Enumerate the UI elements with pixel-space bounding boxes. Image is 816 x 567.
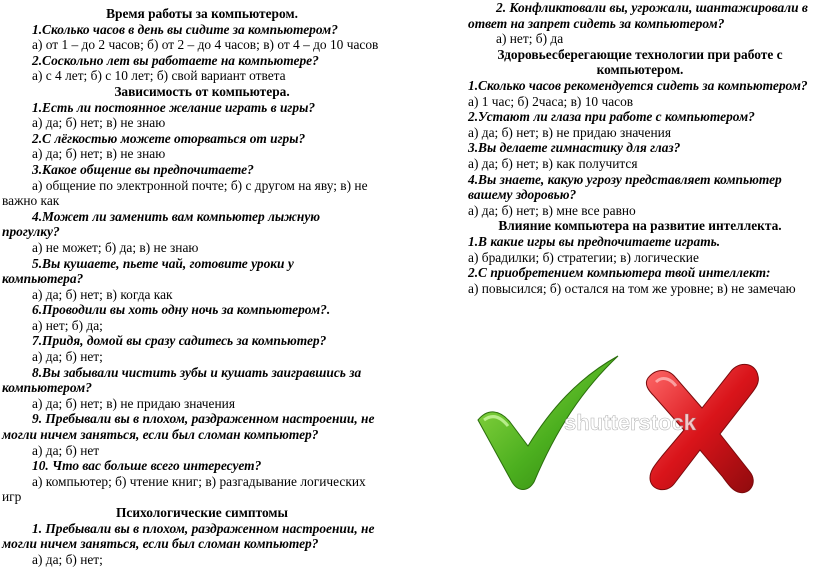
answer-continued: важно как [2, 193, 60, 209]
answer: а) повысился; б) остался на том же уровне; в) не замечаю [468, 280, 796, 296]
answer: а) брадилки; б) стратегии; в) логические [468, 249, 699, 265]
answer: а) да; б) нет; [32, 349, 103, 365]
check-cross-illustration [470, 350, 770, 500]
question: 2.Соскольно лет вы работаете на компьютере? [32, 52, 319, 68]
answer: а) да; б) нет; в) не придаю значения [32, 395, 235, 411]
question: 8.Вы забывали чистить зубы и кушать заигравшись за [32, 364, 362, 380]
question: 4.Вы знаете, какую угрозу представляет компьютер [468, 171, 782, 187]
answer: а) да; б) нет; в) мне все равно [468, 202, 636, 218]
question: 10. Что вас больше всего интересует? [32, 458, 262, 474]
answer: а) да; б) нет; в) как получится [468, 155, 638, 171]
right-column [468, 0, 812, 296]
question: 5.Вы кушаете, пьете чай, готовите уроки у [32, 255, 294, 271]
answer: а) да; б) нет; в) когда как [32, 286, 173, 302]
question: 1. Пребывали вы в плохом, раздраженном настроении, не [32, 520, 375, 536]
question: 2.Устают ли глаза при работе с компьютером? [468, 109, 755, 125]
question-continued: компьютера? [2, 271, 84, 287]
question: 3.Вы делаете гимнастику для глаз? [468, 140, 681, 156]
answer: а) да; б) нет; [32, 551, 103, 567]
question-continued: прогулку? [2, 224, 60, 240]
question-continued: вашему здоровью? [468, 187, 577, 203]
watermark-text: shutterstock [563, 410, 697, 435]
answer: а) да; б) нет; в) не знаю [32, 115, 166, 131]
answer: а) не может; б) да; в) не знаю [32, 239, 199, 255]
answer: а) компьютер; б) чтение книг; в) разгадывание логических [32, 473, 366, 489]
answer: а) с 4 лет; б) с 10 лет; б) свой вариант ответа [32, 68, 286, 84]
answer: а) нет; б) да; [32, 317, 103, 333]
question: 2.С приобретением компьютера твой интеллект: [468, 265, 771, 281]
section-title-dependency: Зависимость от компьютера. [114, 83, 290, 99]
question: 4.Может ли заменить вам компьютер лыжную [32, 208, 321, 224]
answer: а) общение по электронной почте; б) с другом на яву; в) не [32, 177, 368, 193]
question-continued: компьютером? [2, 380, 92, 396]
section-title-psychological: Психологические симптомы [115, 505, 289, 520]
question: 2. Конфликтовали вы, угрожали, шантажировали в [496, 0, 808, 15]
answer: а) да; б) нет [32, 442, 100, 458]
answer: а) да; б) нет; в) не придаю значения [468, 124, 671, 140]
section-title-work-time: Время работы за компьютером. [106, 6, 298, 21]
question-continued: могли ничем заняться, если был сломан компьютер? [2, 536, 319, 552]
question: 2.С лёгкостью можете оторваться от игры? [32, 130, 306, 146]
question: 1.Есть ли постоянное желание играть в игры? [32, 99, 316, 115]
question: 3.Какое общение вы предпочитаете? [32, 161, 254, 177]
question: 1.В какие игры вы предпочитаете играть. [468, 233, 721, 249]
question-continued: ответ на запрет сидеть за компьютером? [468, 15, 725, 31]
section-title-health: Здоровьесберегающие технологии при работе с [497, 46, 783, 62]
section-title-health-continued: компьютером. [596, 62, 684, 78]
question: 7.Придя, домой вы сразу садитесь за компьютер? [32, 333, 327, 349]
question: 6.Проводили вы хоть одну ночь за компьютером?. [32, 302, 331, 318]
answer: а) от 1 – до 2 часов; б) от 2 – до 4 часов; в) от 4 – до 10 часов [32, 37, 379, 53]
question: 1.Сколько часов рекомендуется сидеть за компьютером? [468, 77, 808, 93]
left-column [2, 0, 402, 567]
answer-continued: игр [2, 489, 22, 505]
question: 9. Пребывали вы в плохом, раздраженном настроении, не [32, 411, 375, 427]
question-continued: могли ничем заняться, если был сломан компьютер? [2, 427, 319, 443]
section-title-intellect: Влияние компьютера на развитие интеллекта. [498, 218, 782, 234]
answer: а) да; б) нет; в) не знаю [32, 146, 166, 162]
question: 1.Сколько часов в день вы сидите за компьютером? [32, 21, 338, 37]
answer: а) 1 час; б) 2часа; в) 10 часов [468, 93, 634, 109]
answer: а) нет; б) да [496, 31, 564, 47]
